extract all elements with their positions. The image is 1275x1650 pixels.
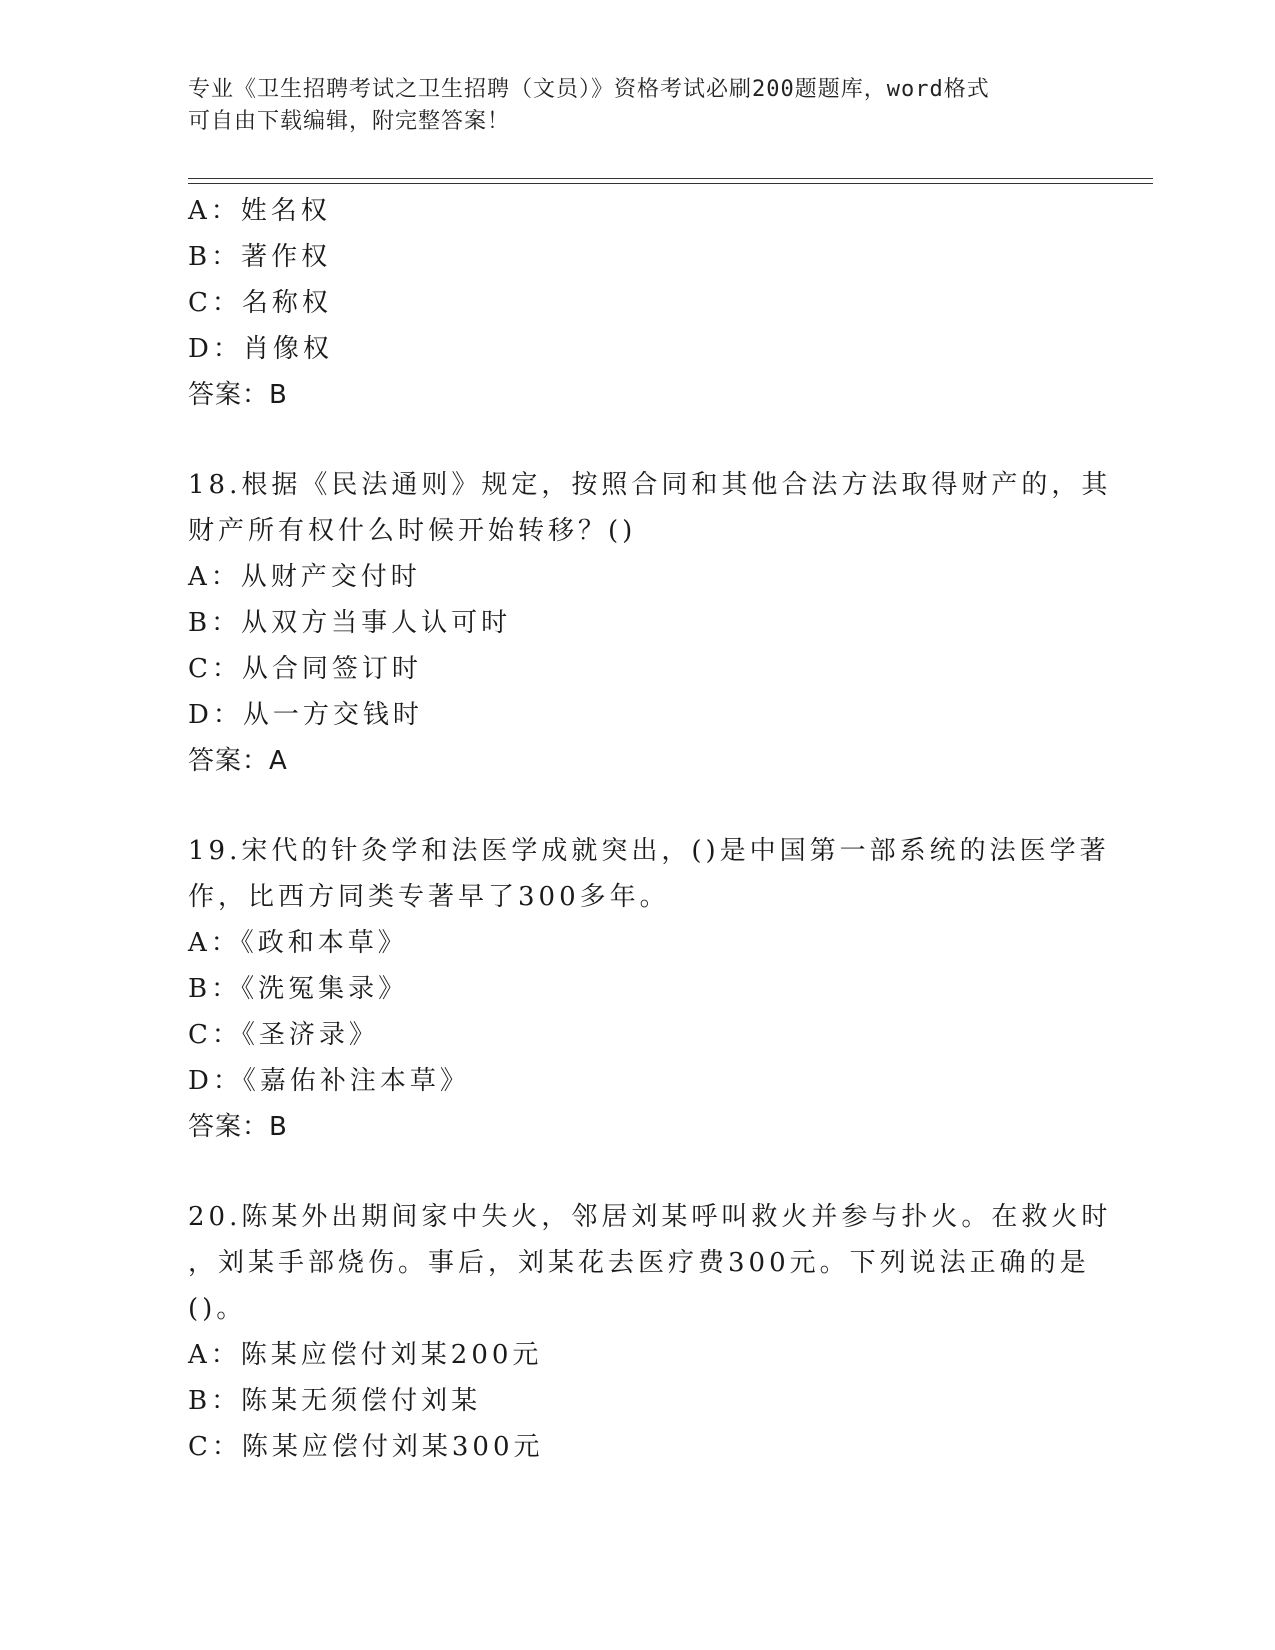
question-17 (188, 188, 1088, 418)
option-d: D：肖像权 (188, 334, 333, 364)
option-c: C：《圣济录》 (188, 1020, 379, 1050)
question-19 (188, 828, 1110, 1150)
answer: 答案：B (188, 380, 288, 410)
option-a: A：从财产交付时 (188, 562, 421, 592)
option-a: A：《政和本草》 (188, 928, 408, 958)
option-d: D：《嘉佑补注本草》 (188, 1066, 470, 1096)
question-list (188, 188, 1112, 1470)
option-b: B：从双方当事人认可时 (188, 608, 512, 638)
document-header (188, 74, 1088, 138)
question-text-line-2: ，刘某手部烧伤。事后，刘某花去医疗费300元。下列说法正确的是 (188, 1248, 1090, 1278)
header-rule-top (188, 178, 1153, 179)
header-rule-bottom (188, 183, 1153, 184)
option-c: C：从合同签订时 (188, 654, 422, 684)
option-a: A：陈某应偿付刘某200元 (188, 1340, 543, 1370)
option-d: D：从一方交钱时 (188, 700, 423, 730)
question-text-line-1: 20.陈某外出期间家中失火，邻居刘某呼叫救火并参与扑火。在救火时 (188, 1202, 1112, 1232)
option-b: B：陈某无须偿付刘某 (188, 1386, 482, 1416)
header-line-1: 专业《卫生招聘考试之卫生招聘（文员）》资格考试必刷200题题库，word格式 (188, 77, 990, 102)
option-c: C：陈某应偿付刘某300元 (188, 1432, 544, 1462)
question-text-line-2: 作，比西方同类专著早了300多年。 (188, 882, 670, 912)
answer: 答案：B (188, 1112, 288, 1142)
question-18 (188, 462, 1112, 784)
question-text-line-3: ()。 (188, 1294, 247, 1324)
question-text-line-2: 财产所有权什么时候开始转移？() (188, 516, 637, 546)
question-text-line-1: 19.宋代的针灸学和法医学成就突出，()是中国第一部系统的法医学著 (188, 836, 1110, 866)
header-line-2: 可自由下载编辑，附完整答案！ (188, 109, 511, 134)
answer: 答案：A (188, 746, 288, 776)
option-c: C：名称权 (188, 288, 332, 318)
option-b: B：著作权 (188, 242, 332, 272)
question-20 (188, 1194, 1112, 1470)
option-b: B：《洗冤集录》 (188, 974, 409, 1004)
question-text-line-1: 18.根据《民法通则》规定，按照合同和其他合法方法取得财产的，其 (188, 470, 1112, 500)
option-a: A：姓名权 (188, 196, 331, 226)
